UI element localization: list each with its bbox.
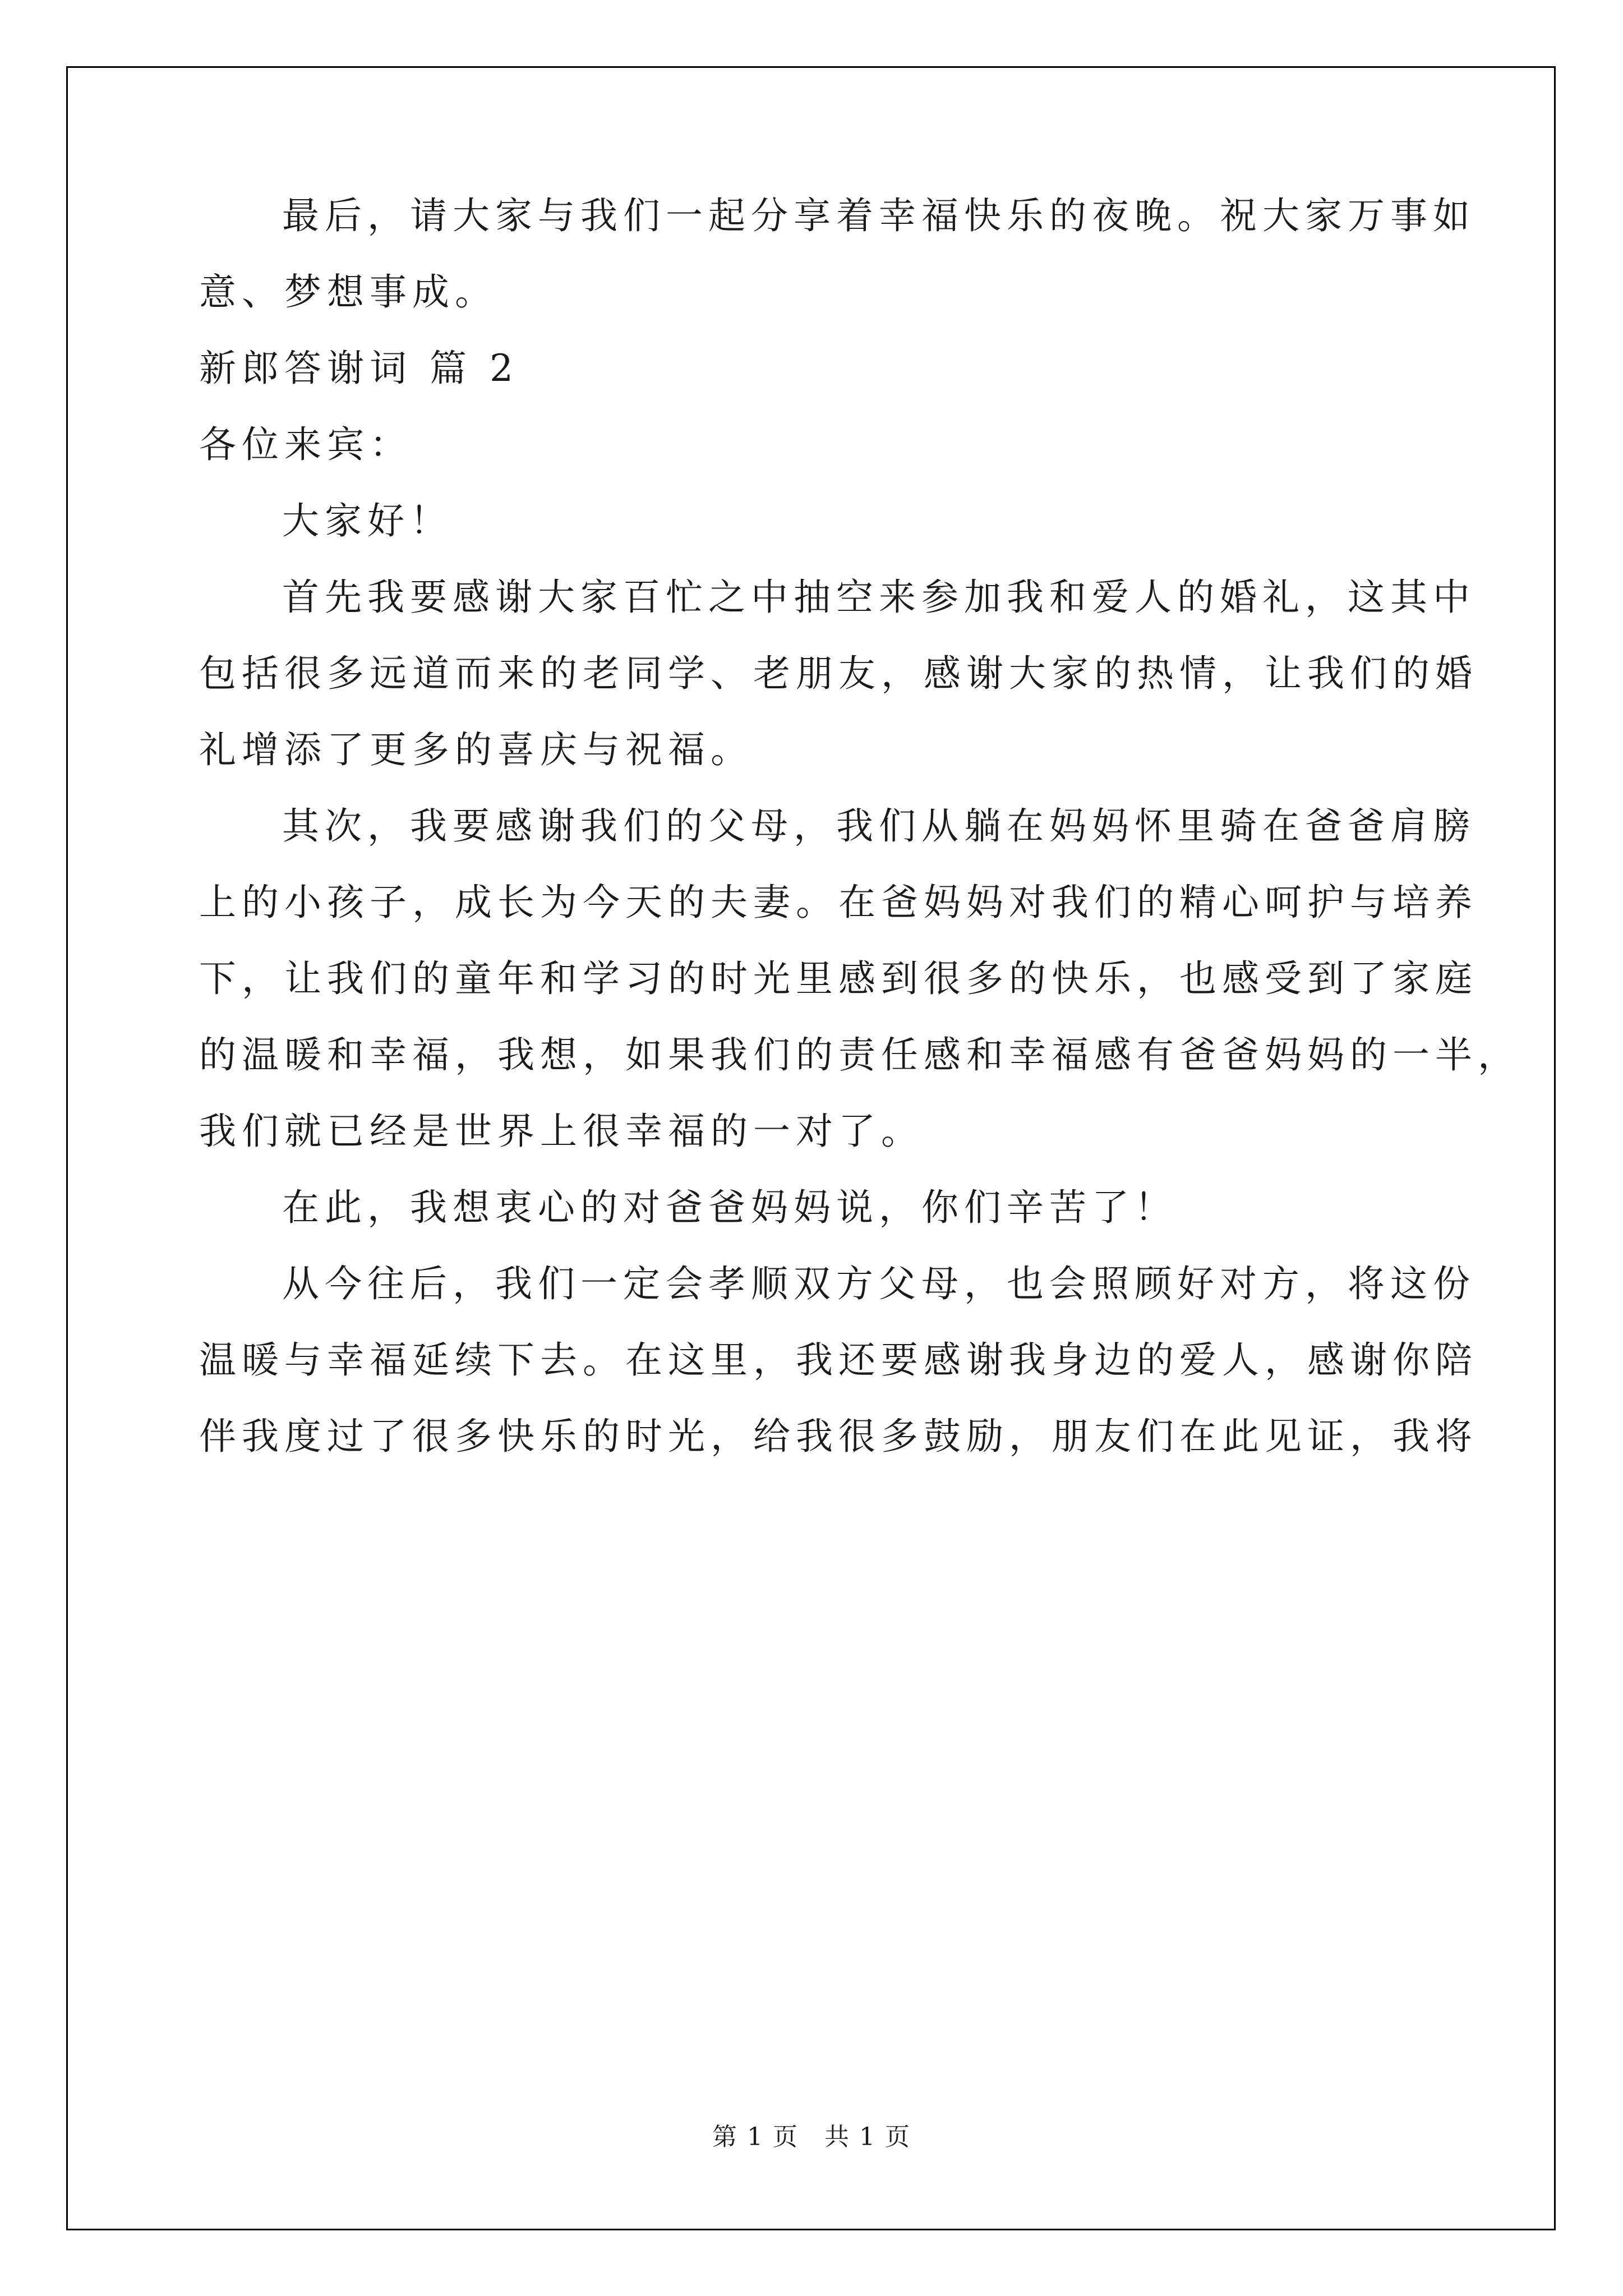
text-line: 上的小孩子，成长为今天的夫妻。在爸妈妈对我们的精心呵护与培养 xyxy=(199,881,1478,924)
text-line: 温暖与幸福延续下去。在这里，我还要感谢我身边的爱人，感谢你陪 xyxy=(199,1338,1478,1382)
text-line: 我们就已经是世界上很幸福的一对了。 xyxy=(199,1110,924,1153)
greeting: 大家好！ xyxy=(282,499,453,542)
text-line: 首先我要感谢大家百忙之中抽空来参加我和爱人的婚礼，这其中 xyxy=(282,576,1476,619)
text-line: 最后，请大家与我们一起分享着幸福快乐的夜晚。祝大家万事如 xyxy=(282,194,1476,237)
text-line: 的温暖和幸福，我想，如果我们的责任感和幸福感有爸爸妈妈的一半， xyxy=(199,1033,1520,1076)
text-line: 从今往后，我们一定会孝顺双方父母，也会照顾好对方，将这份 xyxy=(282,1262,1476,1305)
text-line: 下，让我们的童年和学习的时光里感到很多的快乐，也感受到了家庭 xyxy=(199,957,1478,1000)
text-line: 在此，我想衷心的对爸爸妈妈说，你们辛苦了！ xyxy=(282,1186,1177,1229)
text-line: 伴我度过了很多快乐的时光，给我很多鼓励，朋友们在此见证，我将 xyxy=(199,1415,1478,1458)
page-number-footer: 第 1 页 共 1 页 xyxy=(712,2123,911,2151)
text-line: 意、梦想事成。 xyxy=(199,270,497,314)
text-line: 其次，我要感谢我们的父母，我们从躺在妈妈怀里骑在爸爸肩膀 xyxy=(282,804,1476,848)
section-heading: 新郎答谢词 篇 2 xyxy=(199,347,519,390)
salutation: 各位来宾： xyxy=(199,423,412,466)
text-line: 包括很多远道而来的老同学、老朋友，感谢大家的热情，让我们的婚 xyxy=(199,652,1478,695)
text-line: 礼增添了更多的喜庆与祝福。 xyxy=(199,728,753,771)
